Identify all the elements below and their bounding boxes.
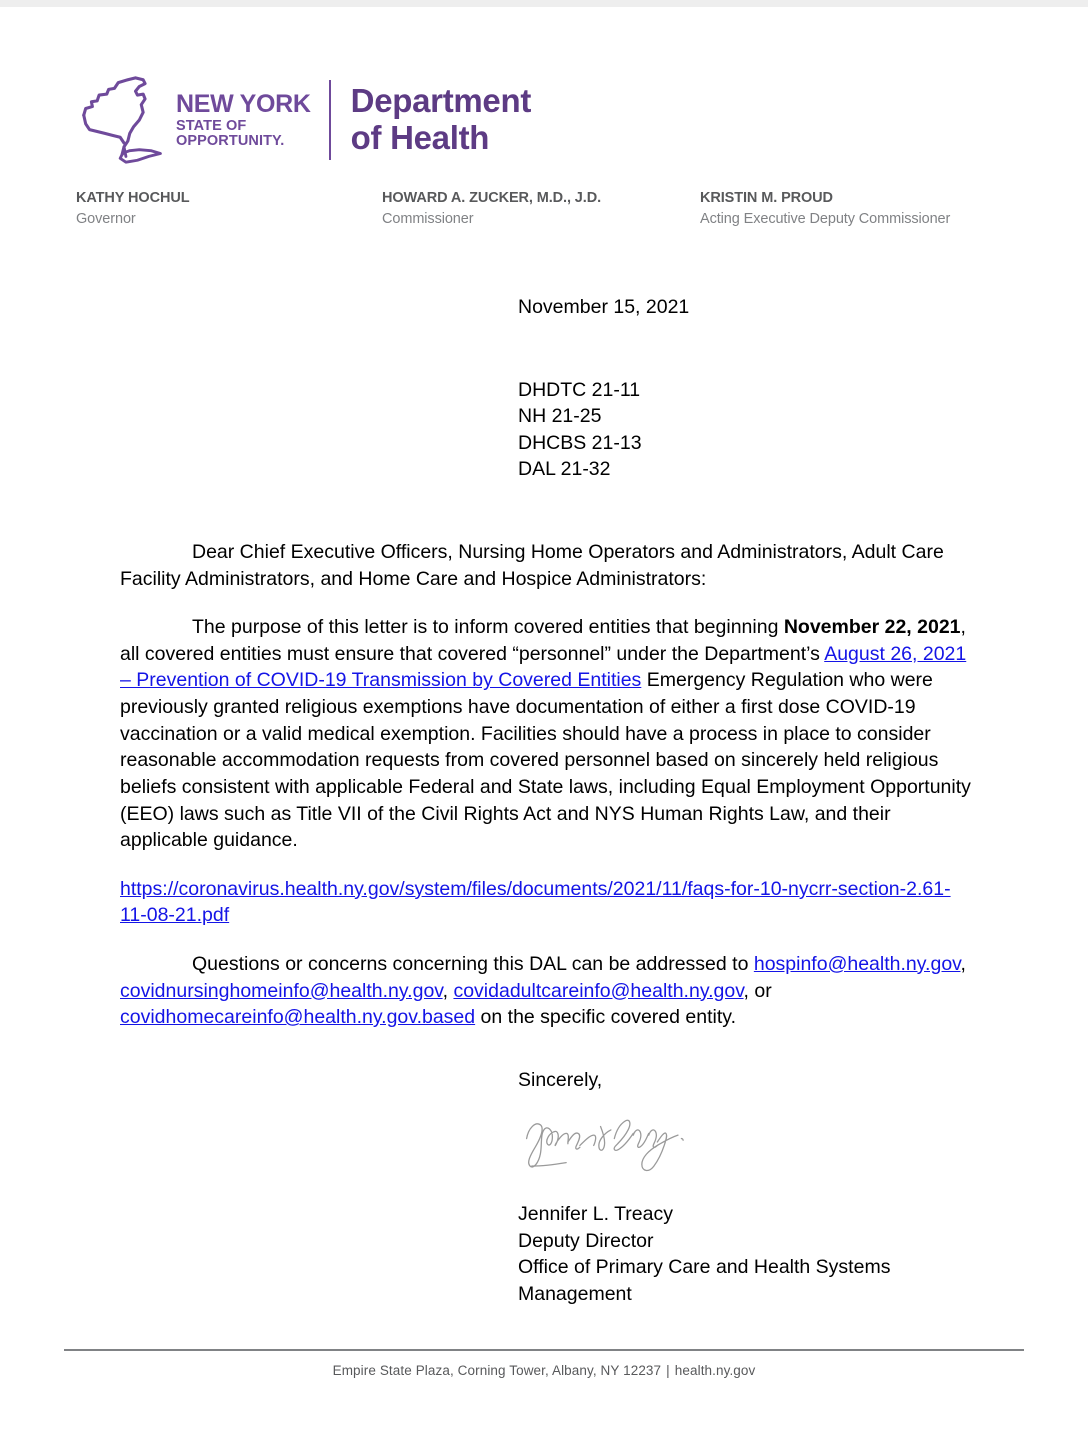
para2-tail-text: on the specific covered entity. — [475, 1006, 736, 1029]
official-role: Acting Executive Deputy Commissioner — [700, 210, 951, 227]
email-link-covidadultcareinfo[interactable]: covidadultcareinfo@health.ny.gov — [453, 979, 744, 1002]
official-deputy-commissioner — [700, 188, 1012, 229]
spacer — [120, 321, 972, 377]
spacer — [120, 483, 972, 539]
spacer — [120, 854, 972, 876]
para2-sep-2: , — [442, 979, 454, 1002]
department-line-2: of Health — [350, 119, 490, 156]
official-name: HOWARD A. ZUCKER, M.D., J.D. — [382, 190, 601, 206]
reference-number: NH 21-25 — [518, 405, 602, 428]
paragraph-purpose — [120, 614, 972, 853]
para2-lead-text: Questions or concerns concerning this DAL can be addressed to — [192, 952, 754, 975]
official-governor — [76, 188, 382, 229]
faq-pdf-link[interactable]: https://coronavirus.health.ny.gov/system/files/documents/2021/11/faqs-for-10-nycrr-section-2.61-11-08-21.pdf — [120, 877, 951, 927]
footer-separator: | — [666, 1363, 670, 1378]
official-name: KATHY HOCHUL — [76, 190, 190, 206]
reference-number: DHCBS 21-13 — [518, 431, 642, 454]
official-commissioner — [382, 188, 700, 229]
new-york-state-outline-icon — [76, 74, 172, 166]
faq-url-paragraph — [120, 876, 972, 929]
spacer — [120, 1031, 972, 1067]
official-name: KRISTIN M. PROUD — [700, 190, 833, 206]
signer-name: Jennifer L. Treacy — [518, 1203, 673, 1226]
signer-office-line-2: Management — [518, 1282, 632, 1305]
reference-number: DAL 21-32 — [518, 458, 611, 481]
department-of-health-wordmark — [351, 83, 531, 157]
official-role: Governor — [76, 210, 136, 227]
salutation: Dear Chief Executive Officers, Nursing Home Operators and Administrators, Adult Care Facility Administrators, and Home Care and Hospice Administrators: — [120, 541, 944, 590]
new-york-state-logo — [76, 74, 311, 166]
page-top-edge — [0, 0, 1088, 7]
new-york-state-wordmark — [176, 92, 311, 148]
paragraph-contacts — [120, 951, 972, 1031]
reference-number: DHDTC 21-11 — [518, 378, 641, 401]
logo-line-opportunity: OPPORTUNITY. — [176, 132, 285, 149]
logo-row — [76, 72, 1012, 168]
signer-title: Deputy Director — [518, 1229, 654, 1252]
spacer — [120, 592, 972, 614]
spacer — [120, 929, 972, 951]
regulation-link[interactable]: August 26, 2021 – Prevention of COVID-19 Transmission by Covered Entities — [120, 642, 967, 692]
email-link-covidnursinghomeinfo[interactable]: covidnursinghomeinfo@health.ny.gov — [120, 979, 443, 1002]
footer-address: Empire State Plaza, Corning Tower, Albany, NY 12237 — [332, 1363, 662, 1378]
logo-line-state-of: STATE OF — [176, 118, 247, 134]
logo-divider — [329, 80, 331, 160]
letter-body — [120, 294, 972, 1307]
email-link-covidhomecareinfo[interactable]: covidhomecareinfo@health.ny.gov.based — [120, 1006, 476, 1029]
para1-text-part2: , all covered entities must ensure that covered “personnel” under the Department’s — [120, 616, 966, 665]
signer-office-line-1: Office of Primary Care and Health Systems — [518, 1256, 891, 1279]
official-role: Commissioner — [382, 210, 474, 227]
footer-website: health.ny.gov — [674, 1363, 756, 1378]
closing-salutation: Sincerely, — [518, 1068, 603, 1091]
para2-sep-3: , or — [743, 979, 772, 1002]
handwritten-signature-image — [518, 1109, 690, 1175]
footer-divider — [64, 1349, 1024, 1351]
email-link-hospinfo[interactable]: hospinfo@health.ny.gov — [753, 952, 961, 975]
letterhead — [76, 72, 1012, 229]
signature-block — [518, 1067, 972, 1307]
signer-details — [518, 1201, 972, 1307]
para1-text-part3: Emergency Regulation who were previously granted religious exemptions have documentation of either a first dose COVID-19 vaccination or a valid medical exemption. Facilities should have a process in place to consider reasonable accommodation requests from covered personnel based on sincerely held religious beliefs consistent with applicable Federal and State laws, including Equal Employment Opportunity (EEO) laws such as Title VII of the Civil Rights Act and NYS Human Rights Law, and their applicable guidance. — [120, 669, 971, 852]
date-line: November 15, 2021 — [518, 296, 690, 318]
logo-line-new-york: NEW YORK — [176, 90, 311, 118]
page-footer — [64, 1349, 1024, 1378]
para1-text-part1: The purpose of this letter is to inform covered entities that beginning — [192, 616, 784, 639]
department-line-1: Department — [350, 82, 532, 120]
para2-sep-1: , — [960, 952, 966, 975]
reference-number-list — [518, 377, 972, 483]
officials-row — [76, 188, 1012, 229]
para1-bold-date: November 22, 2021 — [783, 616, 961, 639]
footer-text — [64, 1363, 1024, 1378]
